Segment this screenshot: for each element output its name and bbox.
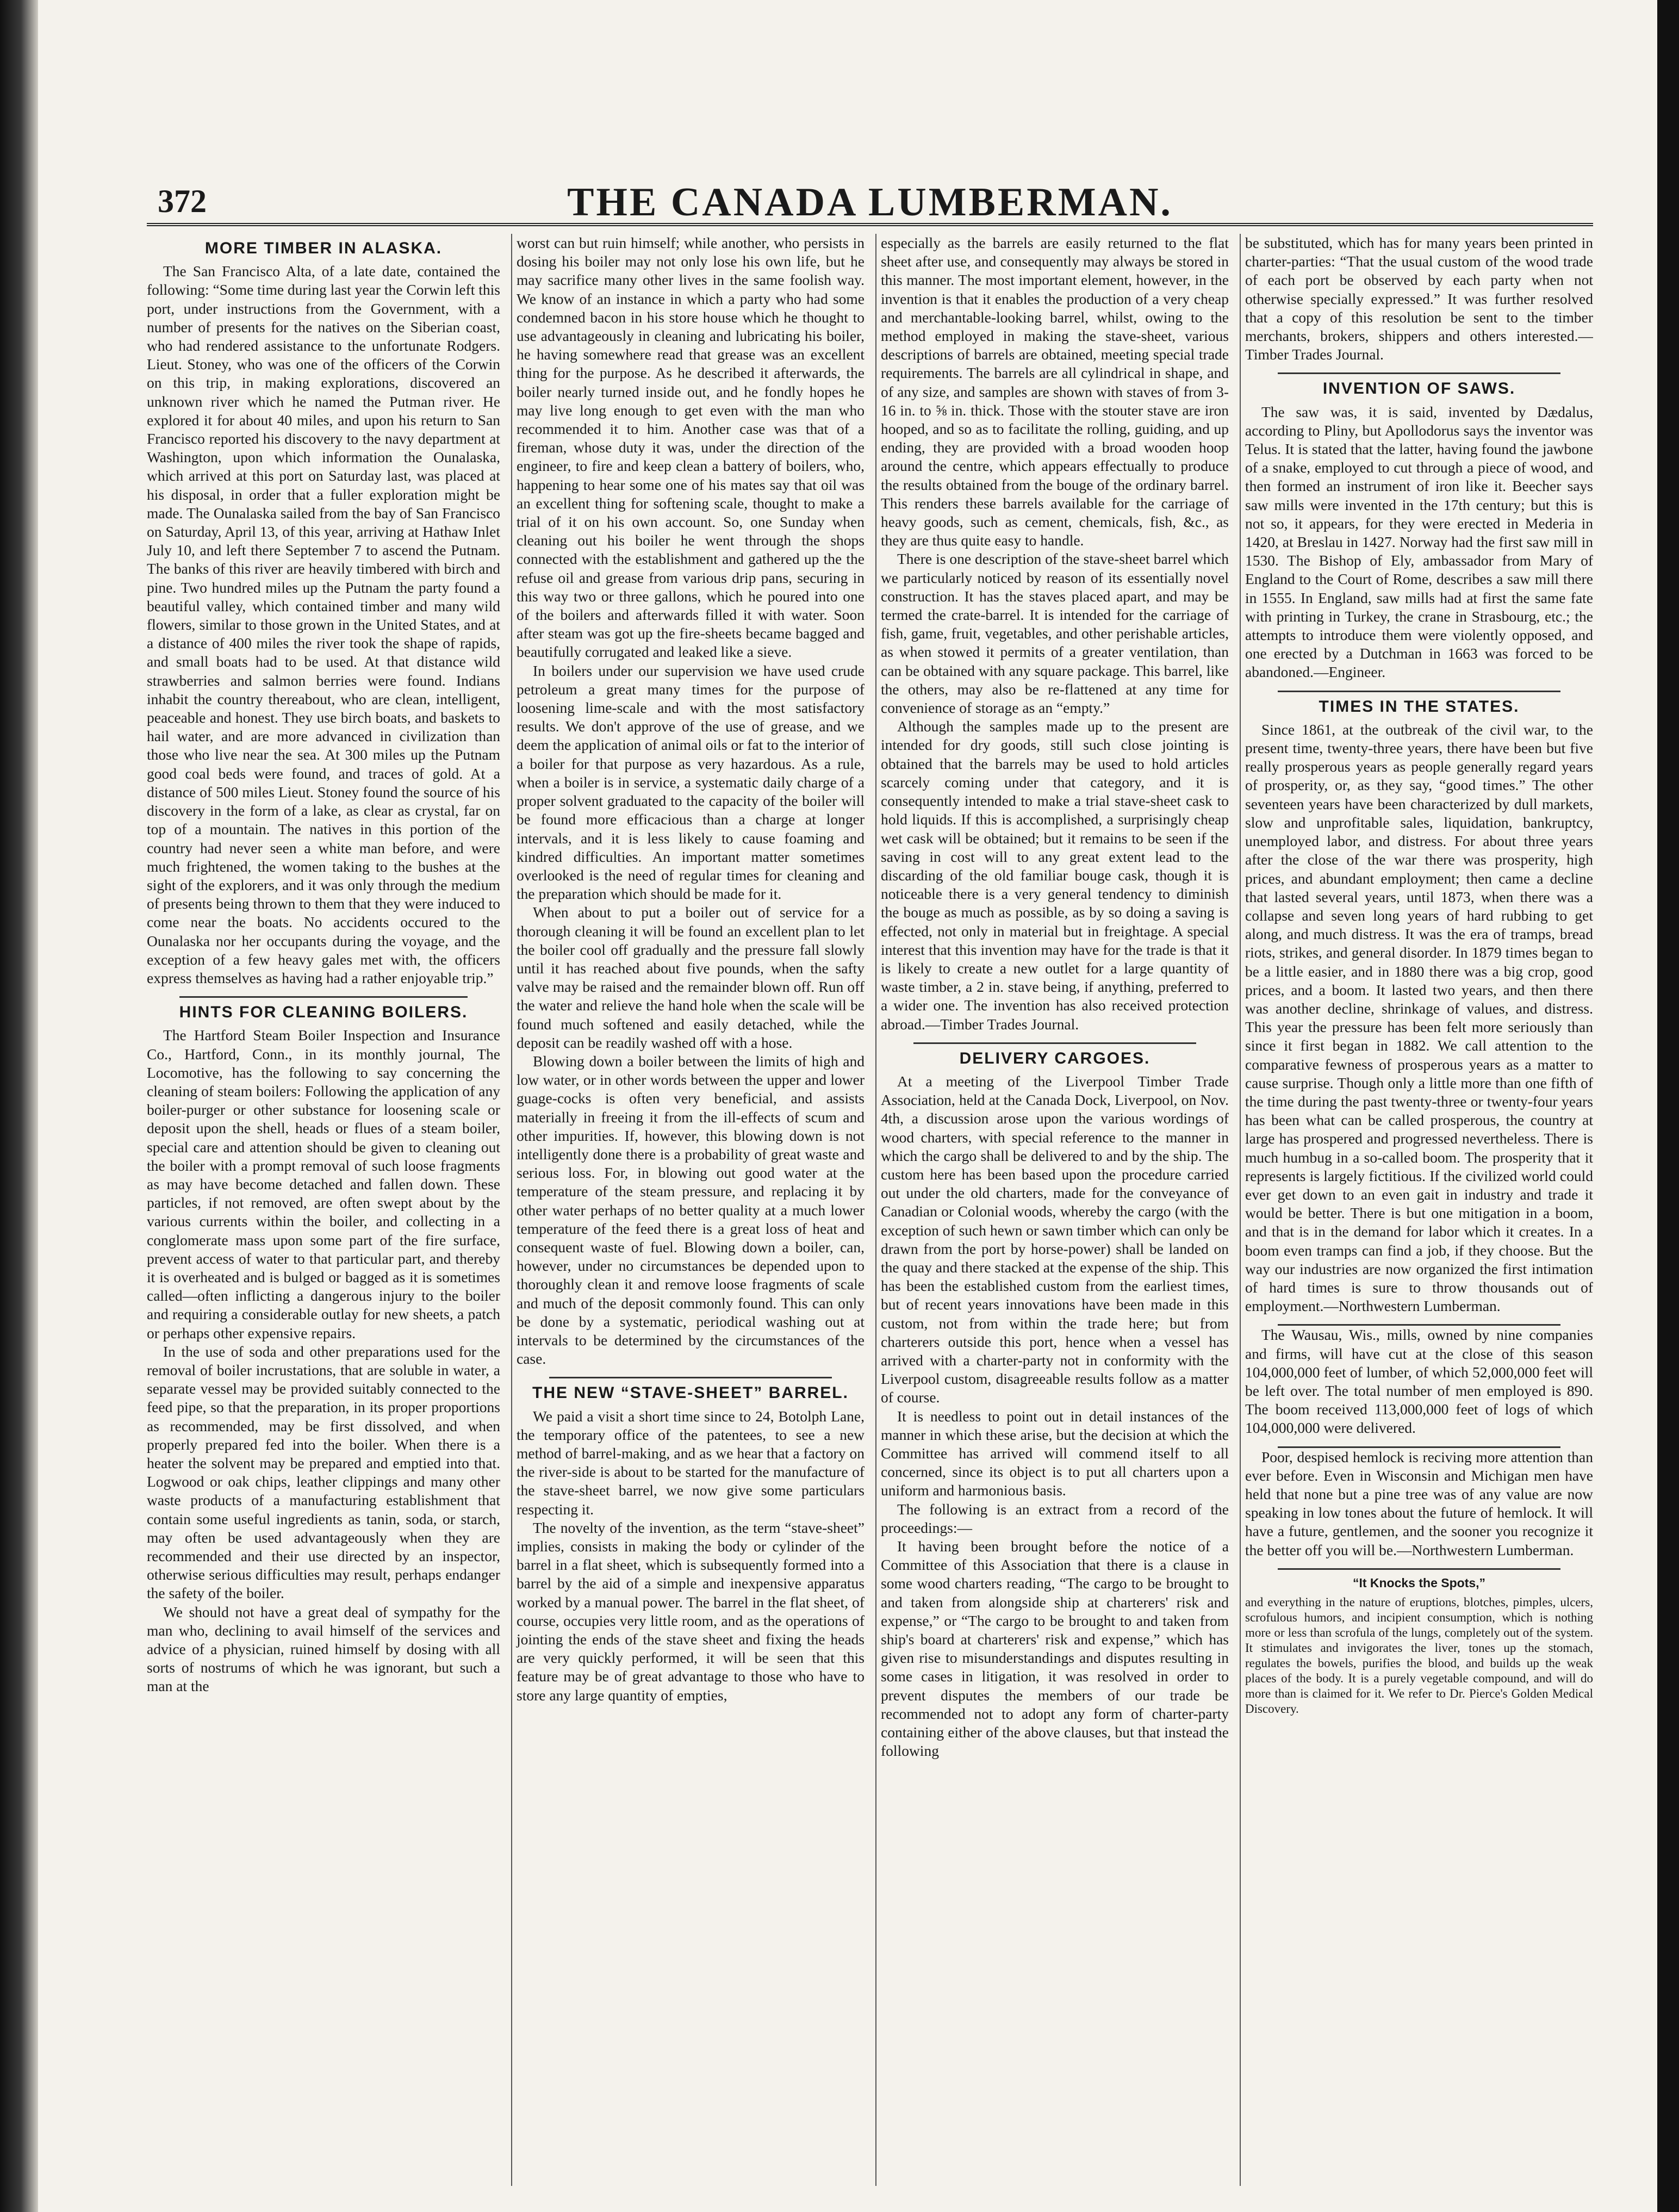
page-number: 372 bbox=[158, 183, 207, 219]
page-header bbox=[147, 179, 1593, 226]
page-right-edge bbox=[1657, 0, 1679, 2212]
divider bbox=[1278, 1568, 1560, 1570]
article-paragraph: Although the samples made up to the present are intended for dry goods, still such close jointing is obtained that the barrels may be used to hold articles scarcely coming under that category, and it is consequently intended to make a trial stave-sheet cask to hold liquids. If this is accomplished, a surprisingly cheap wet cask will be obtained; but it remains to be seen if the saving in cost will to any great extent lead to the discarding of the old familiar bouge cask, though it is noticeable there is a very general tendency to diminish the bouge as much as possible, as by so doing a saving is effected, not only in material but in freightage. A special interest that this invention may have for the trade is that it is likely to create a new outlet for a large quantity of waste timber, a 2 in. stave being, if anything, preferred to a wider one. The invention has also received protection abroad.—Timber Trades Journal. bbox=[881, 718, 1229, 1033]
columns bbox=[147, 234, 1593, 2186]
advertisement-heading: “It Knocks the Spots,” bbox=[1352, 1575, 1486, 1590]
divider bbox=[549, 1377, 832, 1378]
article-paragraph: The saw was, it is said, invented by Dædalus, according to Pliny, but Apollodorus says the inventor was Telus. It is stated that the latter, having found the jawbone of a snake, employed to cut through a piece of wood, and then formed an instrument of iron like it. Beecher says saw mills were invented in the 17th century; but this is not so, it appears, for they were erected in Mederia in 1420, at Breslau in 1427. Norway had the first saw mill in 1530. The Bishop of Ely, ambassador from Mary of England to the Court of Rome, describes a saw mill there in 1555. In England, saw mills had at first the same fate with printing in Turkey, the crane in Strasbourg, etc.; the attempts to introduce them were violently opposed, and one erected by a Dutchman in 1663 was forced to be abandoned.—Engineer. bbox=[1245, 403, 1593, 681]
article-paragraph: We should not have a great deal of sympathy for the man who, declining to avail himself of the services and advice of a physician, ruined himself by dosing with all sorts of nostrums of which he was ignorant, but such a man at the bbox=[147, 1603, 500, 1695]
article-paragraph: Since 1861, at the outbreak of the civil war, to the present time, twenty-three years, there have been but five really prosperous years as people generally regard years of prosperity, or, as they say, “good times.” The other seventeen years have been characterized by dull markets, slow and unprofitable sales, liquidation, bankruptcy, unemployed labor, and distress. For about three years after the close of the war there was prosperity, high prices, and abundant employment; then came a decline that lasted several years, until 1873, when there was a collapse and seven long years of hard rubbing to get along, and much distress. It was the era of tramps, bread riots, strikes, and general disorder. In 1879 times began to be a little easier, and in 1880 there was a big crop, good prices, and a boom. It lasted two years, and then there was another decline, shrinkage of values, and distress. This year the pressure has been felt more seriously than since it first began in 1882. We call attention to the comparative fewness of prosperous years as a matter to cause surprise. Though only a little more than one fifth of the time during the past twenty-three or twenty-four years has been what can be called prosperous, the country at large has prospered and progressed nevertheless. There is much humbug in a so-called boom. The prosperity that it represents is largely fictitious. If the civilized world could ever get down to an even gait in industry and trade it would be better. There is but one mitigation in a boom, and that is in the demand for labor which it creates. In a boom even tramps can find a job, if they choose. But the way our industries are now organized the first intimation of hard times is sure to throw thousands out of employment.—Northwestern Lumberman. bbox=[1245, 720, 1593, 1315]
newspaper-page bbox=[147, 179, 1593, 2191]
column-3 bbox=[875, 234, 1229, 2186]
divider bbox=[913, 1042, 1196, 1044]
column-2 bbox=[511, 234, 865, 2186]
article-paragraph: The Wausau, Wis., mills, owned by nine companies and firms, will have cut at the close of this season 104,000,000 feet of lumber, of which 52,000,000 feet will be left over. The total number of men employed is 890. The boom received 113,000,000 feet of logs of which 104,000,000 were delivered. bbox=[1245, 1326, 1593, 1437]
divider bbox=[179, 996, 468, 998]
divider bbox=[1278, 691, 1560, 692]
article-paragraph: The following is an extract from a record of the proceedings:— bbox=[881, 1500, 1229, 1536]
article-heading: THE NEW “STAVE-SHEET” BARREL. bbox=[532, 1384, 849, 1402]
article-paragraph: especially as the barrels are easily returned to the flat sheet after use, and consequently may always be stored in this manner. The most important element, however, in the invention is that it enables the production of a very cheap and merchantable-looking barrel, whilst, owing to the method employed in making the stave-sheet, various descriptions of barrels are obtained, meeting special trade requirements. The barrels are all cylindrical in shape, and of any size, and samples are shown with staves of from 3-16 in. to ⅝ in. thick. Those with the stouter stave are iron hooped, and so as to facilitate the rolling, guiding, and up ending, they are provided with a broad wooden hoop around the centre, which appears effectually to produce the results obtained from the bouge of the ordinary barrel. This renders these barrels available for the carriage of heavy goods, such as cement, chemicals, fish, &c., as they are thus quite easy to handle. bbox=[881, 234, 1229, 549]
article-paragraph: The novelty of the invention, as the term “stave-sheet” implies, consists in making the body or cylinder of the barrel in a flat sheet, which is subsequently formed into a barrel by the aid of a simple and inexpensive apparatus worked by a manual power. The barrel in the flat sheet, of course, occupies very little room, and as the operations of jointing the ends of the stave sheet and fixing the heads are very quickly performed, it will be seen that this feature may be of great advantage to those who have to store any large quantity of empties, bbox=[517, 1519, 865, 1704]
article-heading: DELIVERY CARGOES. bbox=[959, 1049, 1151, 1067]
article-paragraph: We paid a visit a short time since to 24, Botolph Lane, the temporary office of the patentees, to see a new method of barrel-making, and as we hear that a factory on the river-side is about to be started for the manufacture of the stave-sheet barrel, we now give some particulars respecting it. bbox=[517, 1407, 865, 1518]
article-paragraph: Poor, despised hemlock is reciving more attention than ever before. Even in Wisconsin and Michigan men have held that none but a pine tree was of any value are now speaking in low tones about the future of hemlock. It will have a future, gentlemen, and the sooner you recognize it the better off you will be.—Northwestern Lumberman. bbox=[1245, 1448, 1593, 1558]
article-paragraph: Blowing down a boiler between the limits of high and low water, or in other words between the upper and lower guage-cocks is often very beneficial, and assists materially in freeing it from the ill-effects of scum and other impurities. If, however, this blowing down is not intelligently done there is a probability of great waste and serious loss. For, in blowing out good water at the temperature of the steam pressure, and replacing it by other water perhaps of no better quality at a much lower temperature of the feed there is a great loss of heat and consequent waste of fuel. Blowing down a boiler, can, however, under no circumstances be depended upon to thoroughly clean it and remove loose fragments of scale and much of the deposit commonly found. This can only be done by a systematic, periodical washing out at intervals to be determined by the circumstances of the case. bbox=[517, 1052, 865, 1368]
article-paragraph: worst can but ruin himself; while another, who persists in dosing his boiler may not only lose his own life, but he may sacrifice many other lives in the same foolish way. We know of an instance in which a party who had some condemned bacon in his store house which he thought to use advantageously in cleaning and lubricating his boiler, he having somewhere read that grease was an excellent thing for the purpose. As he described it afterwards, the boiler nearly turned inside out, and he fondly hopes he may live long enough to get even with the man who recommended it to him. Another case was that of a fireman, whose duty it was, under the direction of the engineer, to fire and keep clean a battery of boilers, who, happening to hear some one of his mates say that oil was an excellent thing for softening scale, thought to make a trial of it on his own account. So, one Sunday when cleaning out his boiler he went through the shops connected with the establishment and gathered up the the refuse oil and grease from various drip pans, securing in this way two or three gallons, which he poured into one of the boilers and afterwards filled it with water. Soon after steam was got up the fire-sheets became bagged and beautifully corrugated and leaked like a sieve. bbox=[517, 234, 865, 661]
book-binding-edge bbox=[0, 0, 38, 2212]
article-heading: HINTS FOR CLEANING BOILERS. bbox=[179, 1003, 468, 1022]
article-paragraph: At a meeting of the Liverpool Timber Trade Association, held at the Canada Dock, Liverpool, on Nov. 4th, a discussion arose upon the various wordings of wood charters, with special reference to the manner in which the cargo shall be delivered to and by the ship. The custom here has been based upon the procedure carried out under the old charters, made for the conveyance of Canadian or Colonial woods, whereby the cargo (with the exception of such hewn or sawn timber which can only be drawn from the port by horse-power) shall be landed on the quay and there stacked at the expense of the ship. This has been the established custom from the earliest times, but of recent years innovations have been made in this custom, not from within the trade here; but from charterers outside this port, hence when a vessel has arrived with a charter-party not in conformity with the Liverpool custom, disagreeable results follow as a matter of course. bbox=[881, 1072, 1229, 1406]
newspaper-title: THE CANADA LUMBERMAN. bbox=[567, 180, 1173, 225]
article-paragraph: be substituted, which has for many years been printed in charter-parties: “That the usual custom of the wood trade of each port be observed by each party when not otherwise specially expressed.” It was further resolved that a copy of this resolution be sent to the timber merchants, brokers, shippers and others interested.—Timber Trades Journal. bbox=[1245, 234, 1593, 363]
article-paragraph: It having been brought before the notice of a Committee of this Association that there is a clause in some wood charters reading, “The cargo to be brought to and taken from alongside ship at charterers' risk and expense,” or “The cargo to be brought to and taken from ship's board at charterers' risk and expense,” which has given rise to misunderstandings and disputes resulting in some cases in litigation, it was resolved in order to prevent disputes the members of our trade be recommended not to adopt any form of charter-party containing either of the above clauses, but that instead the following bbox=[881, 1538, 1229, 1760]
article-paragraph: In boilers under our supervision we have used crude petroleum a great many times for the purpose of loosening lime-scale and with the most satisfactory results. We don't approve of the use of grease, and we deem the application of animal oils or fat to the interior of a boiler for that purpose as very hazardous. As a rule, when a boiler is in service, a systematic daily charge of a proper solvent graduated to the capacity of the boiler will be found more efficacious than a charge at longer intervals, and it is less likely to cause foaming and kindred difficulties. An important matter sometimes overlooked is the need of regular times for cleaning and the preparation which should be made for it. bbox=[517, 662, 865, 903]
article-paragraph: When about to put a boiler out of service for a thorough cleaning it will be found an excellent plan to let the boiler cool off gradually and the pressure fall slowly until it has reached about five pounds, when the safty valve may be raised and the remainder blown off. Run off the water and relieve the hand hole when the scale will be found much softened and easily detached, while the deposit can be readily washed off with a hose. bbox=[517, 904, 865, 1051]
article-heading: MORE TIMBER IN ALASKA. bbox=[204, 239, 443, 257]
article-paragraph: The Hartford Steam Boiler Inspection and Insurance Co., Hartford, Conn., in its monthly journal, The Locomotive, has the following to say concerning the cleaning of steam boilers: Following the application of any boiler-purger or other substance for loosening scale or deposit upon the shell, heads or flues of a steam boiler, special care and attention should be given to cleaning out the boiler with a prompt removal of such loose fragments as may have become detached and fallen down. These particles, if not removed, are often swept about by the various currents within the boiler, and collecting in a conglomerate mass upon some part of the fire surface, prevent access of water to that particular part, and thereby it is overheated and is bulged or bagged as it is sometimes called—often inflicting a dangerous injury to the boiler and requiring a considerable outlay for new sheets, a patch or perhaps other expensive repairs. bbox=[147, 1027, 500, 1341]
article-paragraph: It is needless to point out in detail instances of the manner in which these arise, but the decision at which the Committee has arrived will commend itself to all concerned, since its object is to put all charters upon a uniform and harmonious basis. bbox=[881, 1407, 1229, 1499]
article-heading: TIMES IN THE STATES. bbox=[1319, 697, 1520, 716]
article-heading: INVENTION OF SAWS. bbox=[1322, 380, 1516, 398]
article-paragraph: The San Francisco Alta, of a late date, contained the following: “Some time during last year the Corwin left this port, under instructions from the Government, with a number of presents for the natives on the Siberian coast, who had rendered assistance to the unfortunate Rodgers. Lieut. Stoney, who was one of the officers of the Corwin on this trip, in making explorations, discovered an unknown river which he named the Putman river. He explored it for about 40 miles, and upon his return to San Francisco reported his discovery to the navy department at Washington, upon which information the Ounalaska, which arrived at this port on Saturday last, was placed at his disposal, in order that a fuller exploration might be made. The Ounalaska sailed from the bay of San Francisco on Saturday, April 13, of this year, arriving at Hathaw Inlet July 10, and left there September 7 to ascend the Putnam. The banks of this river are heavily timbered with birch and pine. Two hundred miles up the Putnam the party found a beautiful valley, which contained timber and many wild flowers, similar to those grown in the United States, and at a distance of 400 miles the river took the shape of rapids, and small boats had to be used. At that distance wild strawberries and salmon berries were found. Indians inhabit the country thereabout, who are clean, intelligent, peaceable and honest. They use birch boats, and baskets to hail water, and are more advanced in civilization than those who live near the sea. At 300 miles up the Putnam good coal beds were found, and traces of gold. At a distance of 500 miles Lieut. Stoney found the source of his discovery in the form of a lake, as clear as crystal, far on top of a mountain. The natives in this portion of the country had never seen a white man before, and were much frightened, the women taking to the bushes at the sight of the explorers, and it was only through the medium of presents being thrown to them that they were induced to come near the boats. No accidents occured to the Ounalaska nor her occupants during the voyage, and the exception of a few heavy gales met with, the officers express themselves as having had a rather enjoyable trip.” bbox=[147, 263, 500, 986]
advertisement-text: and everything in the nature of eruptions, blotches, pimples, ulcers, scrofulous humors, and incipient consumption, which is nothing more or less than scrofula of the lungs, completely out of the system. It stimulates and invigorates the liver, tones up the stomach, regulates the bowels, purifies the blood, and builds up the weak places of the body. It is a purely vegetable compound, and will do more than is claimed for it. We refer to Dr. Pierce's Golden Medical Discovery. bbox=[1245, 1595, 1593, 1716]
article-paragraph: In the use of soda and other preparations used for the removal of boiler incrustations, that are soluble in water, a separate vessel may be provided suitably connected to the feed pipe, so that the preparation, in its proper proportions as recommended, may be first dissolved, and when properly prepared fed into the boiler. When there is a heater the solvent may be prepared and emptied into that. Logwood or oak chips, leather clippings and many other waste products of a manufacturing establishment that contain some useful ingredients as tanin, soda, or starch, may often be used advantageously when they are recommended and their use directed by an inspector, otherwise serious difficulties may result, perhaps endanger the safety of the boiler. bbox=[147, 1343, 500, 1602]
article-paragraph: There is one description of the stave-sheet barrel which we particularly noticed by reason of its essentially novel construction. It has the staves placed apart, and may be termed the crate-barrel. It is intended for the carriage of fish, game, fruit, vegetables, and other perishable articles, as when stowed it permits of a greater ventilation, than can be obtained with any square package. This barrel, like the others, may also be re-flattened at any time for convenience of storage as an “empty.” bbox=[881, 550, 1229, 717]
divider bbox=[1278, 372, 1560, 374]
column-1 bbox=[147, 234, 500, 2186]
column-4 bbox=[1240, 234, 1593, 2186]
